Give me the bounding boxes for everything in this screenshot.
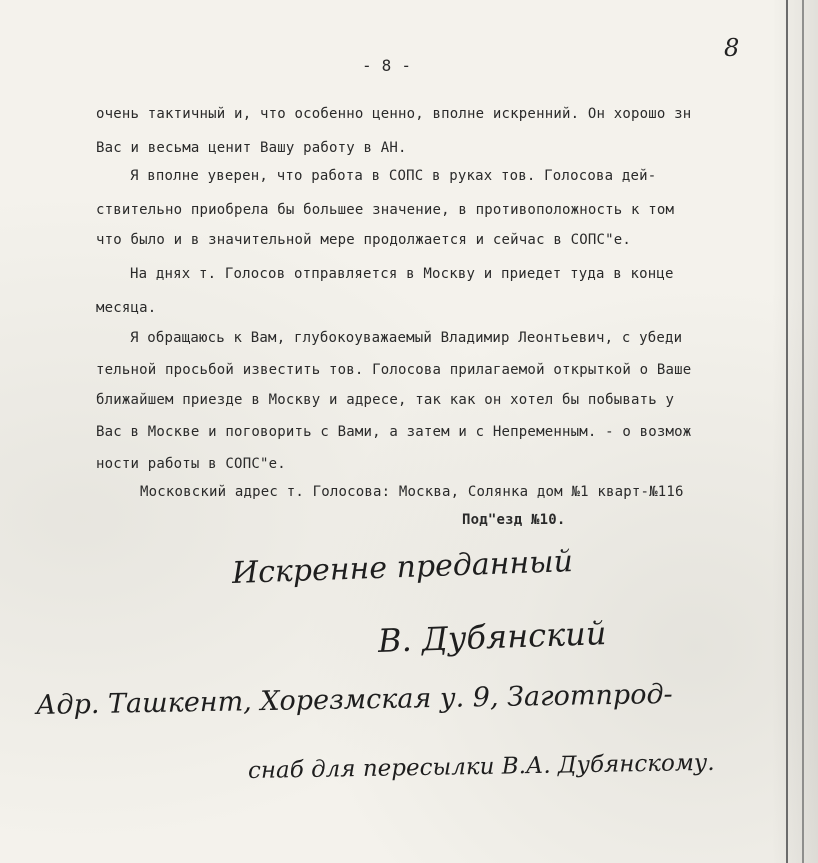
signature-name: В. Дубянский <box>377 614 608 660</box>
body-line: ствительно приобрела бы большее значение, в противоположность к том <box>96 202 675 218</box>
address-line: Московский адрес т. Голосова: Москва, Солянка дом №1 кварт-№116 <box>140 484 684 500</box>
body-line: На днях т. Голосов отправляется в Москву и приедет туда в конце <box>130 266 674 282</box>
body-line: Вас в Москве и поговорить с Вами, а затем и с Непременным. - о возмож <box>96 424 692 440</box>
body-line: что было и в значительной мере продолжается и сейчас в СОПС"е. <box>96 232 631 248</box>
body-line: месяца. <box>96 300 157 316</box>
handwritten-page-number: 8 <box>724 34 740 62</box>
body-line: очень тактичный и, что особенно ценно, вполне искренний. Он хорошо зн <box>96 106 692 122</box>
handwritten-address-line: снаб для пересылки В.А. Дубянскому. <box>247 749 715 784</box>
body-line: ближайшем приезде в Москву и адресе, так как он хотел бы побывать у <box>96 392 675 408</box>
handwritten-address-line: Адр. Ташкент, Хорезмская у. 9, Заготпрод- <box>35 678 673 721</box>
page-header: - 8 - <box>362 56 412 75</box>
body-line: Вас и весьма ценит Вашу работу в АН. <box>96 140 407 156</box>
body-line: тельной просьбой известить тов. Голосова прилагаемой открыткой о Ваше <box>96 362 692 378</box>
body-line: Я обращаюсь к Вам, глубокоуважаемый Владимир Леонтьевич, с убеди <box>130 330 683 346</box>
signature-closing: Искренне преданный <box>231 544 574 591</box>
address-line: Под"езд №10. <box>462 512 566 528</box>
body-line: ности работы в СОПС"е. <box>96 456 286 472</box>
page-edge-binding <box>772 0 818 863</box>
body-line: Я вполне уверен, что работа в СОПС в руках тов. Голосова дей- <box>130 168 657 184</box>
